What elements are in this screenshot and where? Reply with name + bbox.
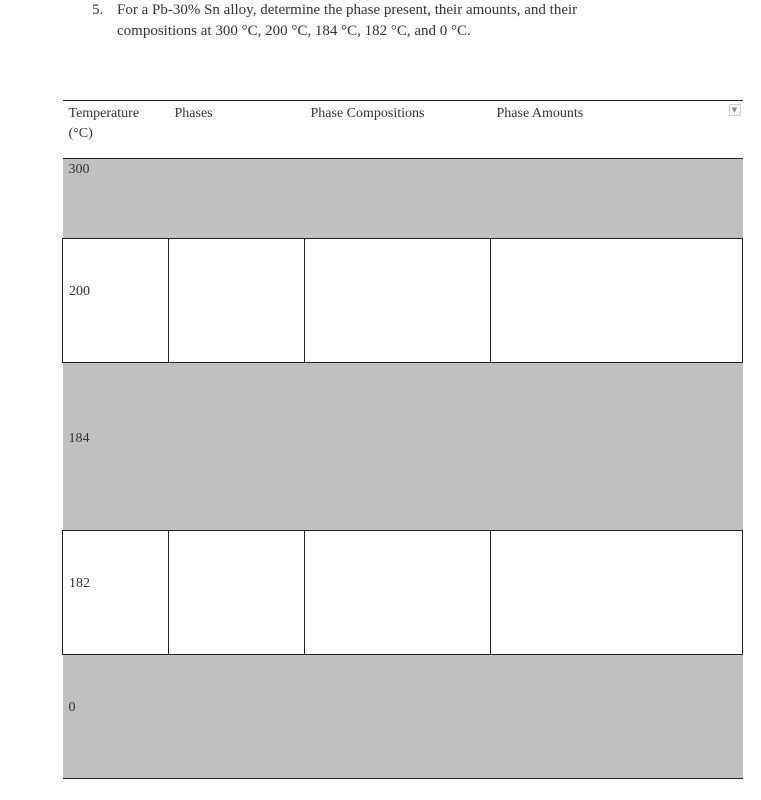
question-line-1: For a Pb-30% Sn alloy, determine the phase present, their amounts, and their bbox=[117, 2, 578, 18]
header-temperature-unit: (°C) bbox=[68, 126, 93, 141]
phase-compositions-cell[interactable] bbox=[305, 239, 491, 363]
question-number: 5. bbox=[92, 2, 104, 18]
phase-amounts-cell[interactable] bbox=[491, 239, 743, 363]
table-row bbox=[63, 363, 743, 531]
phases-cell[interactable] bbox=[169, 363, 305, 531]
header-phase-compositions: Phase Compositions bbox=[305, 101, 491, 159]
phase-amounts-cell[interactable] bbox=[491, 531, 743, 655]
header-phase-amounts-label: Phase Amounts bbox=[496, 106, 584, 121]
table-header-row bbox=[63, 101, 743, 159]
phase-compositions-cell[interactable] bbox=[305, 159, 491, 239]
temperature-cell: 200 bbox=[63, 239, 169, 363]
phase-table bbox=[62, 100, 743, 779]
phase-amounts-cell[interactable] bbox=[491, 159, 743, 239]
table-row bbox=[63, 531, 743, 655]
phases-cell[interactable] bbox=[169, 239, 305, 363]
temperature-cell: 182 bbox=[63, 531, 169, 655]
header-temperature bbox=[63, 101, 169, 159]
table-row bbox=[63, 159, 743, 239]
temperature-cell: 0 bbox=[63, 655, 169, 779]
question-text bbox=[92, 0, 692, 42]
phases-cell[interactable] bbox=[169, 159, 305, 239]
phase-compositions-cell[interactable] bbox=[305, 655, 491, 779]
phases-cell[interactable] bbox=[169, 531, 305, 655]
phases-cell[interactable] bbox=[169, 655, 305, 779]
phase-amounts-cell[interactable] bbox=[491, 363, 743, 531]
header-phase-amounts bbox=[491, 101, 743, 159]
table-row bbox=[63, 239, 743, 363]
table-row bbox=[63, 655, 743, 779]
phase-compositions-cell[interactable] bbox=[305, 531, 491, 655]
phase-compositions-cell[interactable] bbox=[305, 363, 491, 531]
question-line-2: compositions at 300 °C, 200 °C, 184 °C, 182 °C, and 0 °C. bbox=[117, 23, 471, 39]
chevron-down-icon[interactable]: ▼ bbox=[729, 104, 741, 116]
header-phases: Phases bbox=[169, 101, 305, 159]
phase-amounts-cell[interactable] bbox=[491, 655, 743, 779]
temperature-cell: 184 bbox=[63, 363, 169, 531]
header-temperature-label: Temperature bbox=[68, 106, 140, 121]
temperature-cell: 300 bbox=[63, 159, 169, 239]
